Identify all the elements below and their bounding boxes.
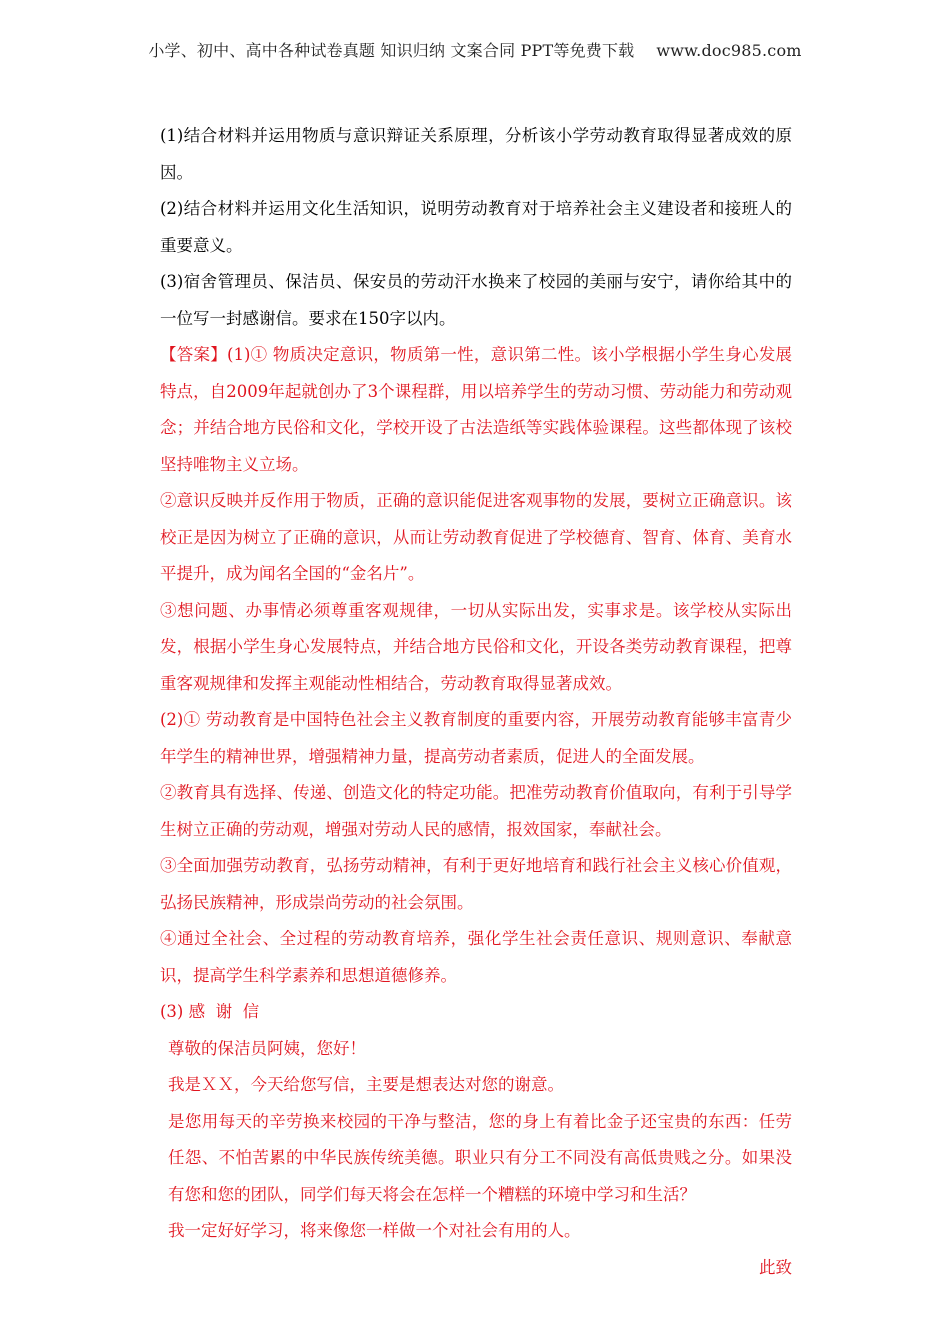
letter-paragraph-3: 我一定好好学习，将来像您一样做一个对社会有用的人。 xyxy=(168,1221,581,1240)
answer-paragraph-7: ④通过全社会、全过程的劳动教育培养，强化学生社会责任意识、规则意识、奉献意识，提高学生科学素养和思想道德修养。 xyxy=(160,929,792,985)
page-header xyxy=(0,38,950,61)
letter-paragraph-2: 是您用每天的辛劳换来校园的干净与整洁，您的身上有着比金子还宝贵的东西：任劳任怨、不怕苦累的中华民族传统美德。职业只有分工不同没有高低贵贱之分。如果没有您和您的团队，同学们每天将会在怎样一个糟糕的环境中学习和生活？ xyxy=(168,1111,792,1204)
question-2: (2)结合材料并运用文化生活知识，说明劳动教育对于培养社会主义建设者和接班人的重要意义。 xyxy=(160,199,792,255)
document-body xyxy=(160,118,792,1286)
letter-closing: 此致 xyxy=(759,1257,792,1277)
answer-paragraph-5: ②教育具有选择、传递、创造文化的特定功能。把准劳动教育价值取向，有利于引导学生树立正确的劳动观，增强对劳动人民的感情，报效国家，奉献社会。 xyxy=(160,783,792,839)
header-text: 小学、初中、高中各种试卷真题 知识归纳 文案合同 PPT等免费下载 xyxy=(148,41,635,60)
answer-text-1: (1)① 物质决定意识，物质第一性，意识第二性。该小学根据小学生身心发展特点，自2009年起就创办了3个课程群，用以培养学生的劳动习惯、劳动能力和劳动观念；并结合地方民俗和文化，学校开设了古法造纸等实践体验课程。这些都体现了该校坚持唯物主义立场。 xyxy=(160,345,792,474)
question-1: (1)结合材料并运用物质与意识辩证关系原理，分析该小学劳动教育取得显著成效的原因。 xyxy=(160,126,792,182)
answer-paragraph-3: ③想问题、办事情必须尊重客观规律，一切从实际出发，实事求是。该学校从实际出发，根据小学生身心发展特点，并结合地方民俗和文化，开设各类劳动教育课程，把尊重客观规律和发挥主观能动性相结合，劳动教育取得显著成效。 xyxy=(160,600,792,693)
letter-greeting: 尊敬的保洁员阿姨，您好！ xyxy=(168,1038,366,1058)
letter-paragraph-1: 我是ＸＸ，今天给您写信，主要是想表达对您的谢意。 xyxy=(168,1075,564,1094)
answer-paragraph-1 xyxy=(160,337,792,483)
question-3: (3)宿舍管理员、保洁员、保安员的劳动汗水换来了校园的美丽与安宁，请你给其中的一位写一封感谢信。要求在150字以内。 xyxy=(160,272,792,328)
answer-paragraph-2: ②意识反映并反作用于物质，正确的意识能促进客观事物的发展，要树立正确意识。该校正是因为树立了正确的意识，从而让劳动教育促进了学校德育、智育、体育、美育水平提升，成为闻名全国的“金名片”。 xyxy=(160,491,792,583)
header-site-link[interactable]: www.doc985.com xyxy=(656,41,802,60)
letter-title: (3) 感 谢 信 xyxy=(160,1002,260,1021)
answer-paragraph-6: ③全面加强劳动教育，弘扬劳动精神，有利于更好地培育和践行社会主义核心价值观，弘扬民族精神，形成崇尚劳动的社会氛围。 xyxy=(160,856,792,912)
answer-paragraph-4: (2)① 劳动教育是中国特色社会主义教育制度的重要内容，开展劳动教育能够丰富青少年学生的精神世界，增强精神力量，提高劳动者素质，促进人的全面发展。 xyxy=(160,710,792,766)
answer-tag: 【答案】 xyxy=(160,345,228,364)
